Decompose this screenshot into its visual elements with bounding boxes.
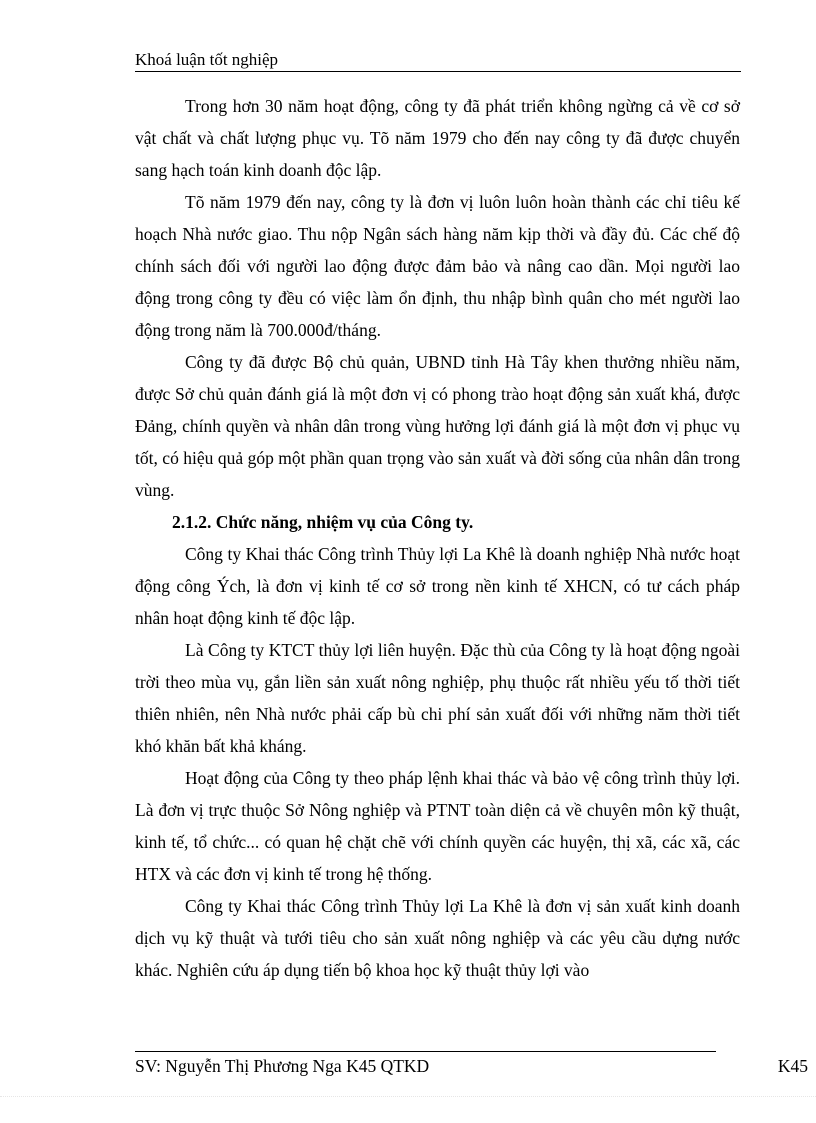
paragraph-awards: Công ty đã được Bộ chủ quản, UBND tỉnh Hà Tây khen thưởng nhiều năm, được Sở chủ quản đánh giá là một đơn vị có phong trào hoạt động sản xuất khá, được Đảng, chính quyền và nhân dân trong vùng hưởng lợi đánh giá là một đơn vị phục vụ tốt, có hiệu quả góp một phần quan trọng vào sản xuất và đời sống của nhân dân trong vùng. <box>135 352 740 500</box>
footer-author: SV: Nguyễn Thị Phương Nga K45 QTKD <box>135 1056 430 1076</box>
section-heading: 2.1.2. Chức năng, nhiệm vụ của Công ty. <box>172 512 474 532</box>
document-body <box>135 90 740 986</box>
paragraph-characteristics: Là Công ty KTCT thủy lợi liên huyện. Đặc thù của Công ty là hoạt động ngoài trời theo mùa vụ, gắn liền sản xuất nông nghiệp, phụ thuộc rất nhiều yếu tố thời tiết thiên nhiên, nên Nhà nước phải cấp bù chi phí sản xuất đối với những năm thời tiết khó khăn bất khả kháng. <box>135 640 740 756</box>
paragraph-company-type: Công ty Khai thác Công trình Thủy lợi La Khê là doanh nghiệp Nhà nước hoạt động công Ých, là đơn vị kinh tế cơ sở trong nền kinh tế XHCN, có tư cách pháp nhân hoạt động kinh tế độc lập. <box>135 544 740 628</box>
footer-divider <box>135 1051 716 1052</box>
paragraph-achievements: Tõ năm 1979 đến nay, công ty là đơn vị luôn luôn hoàn thành các chỉ tiêu kế hoạch Nhà nước giao. Thu nộp Ngân sách hàng năm kịp thời và đầy đủ. Các chế độ chính sách đối với người lao động được đảm bảo và nâng cao dần. Mọi người lao động trong công ty đều có việc làm ổn định, thu nhập bình quân cho mét người lao động trong năm là 700.000đ/tháng. <box>135 192 740 340</box>
header-title: Khoá luận tốt nghiệp <box>135 50 279 69</box>
paragraph-operations: Hoạt động của Công ty theo pháp lệnh khai thác và bảo vệ công trình thủy lợi. Là đơn vị trực thuộc Sở Nông nghiệp và PTNT toàn diện cả về chuyên môn kỹ thuật, kinh tế, tổ chức... có quan hệ chặt chẽ với chính quyền các huyện, thị xã, các xã, các HTX và các đơn vị kinh tế trong hệ thống. <box>135 768 740 884</box>
paragraph-services: Công ty Khai thác Công trình Thủy lợi La Khê là đơn vị sản xuất kinh doanh dịch vụ kỹ thuật và tưới tiêu cho sản xuất nông nghiệp và các yêu cầu dựng nước khác. Nghiên cứu áp dụng tiến bộ khoa học kỹ thuật thủy lợi vào <box>135 896 740 980</box>
header-divider <box>135 71 741 72</box>
paragraph-history: Trong hơn 30 năm hoạt động, công ty đã phát triển không ngừng cả về cơ sở vật chất và chất lượng phục vụ. Tõ năm 1979 cho đến nay công ty đã được chuyển sang hạch toán kinh doanh độc lập. <box>135 96 740 180</box>
page-edge-divider <box>0 1096 816 1097</box>
footer-class-code: K45 <box>777 1056 808 1076</box>
